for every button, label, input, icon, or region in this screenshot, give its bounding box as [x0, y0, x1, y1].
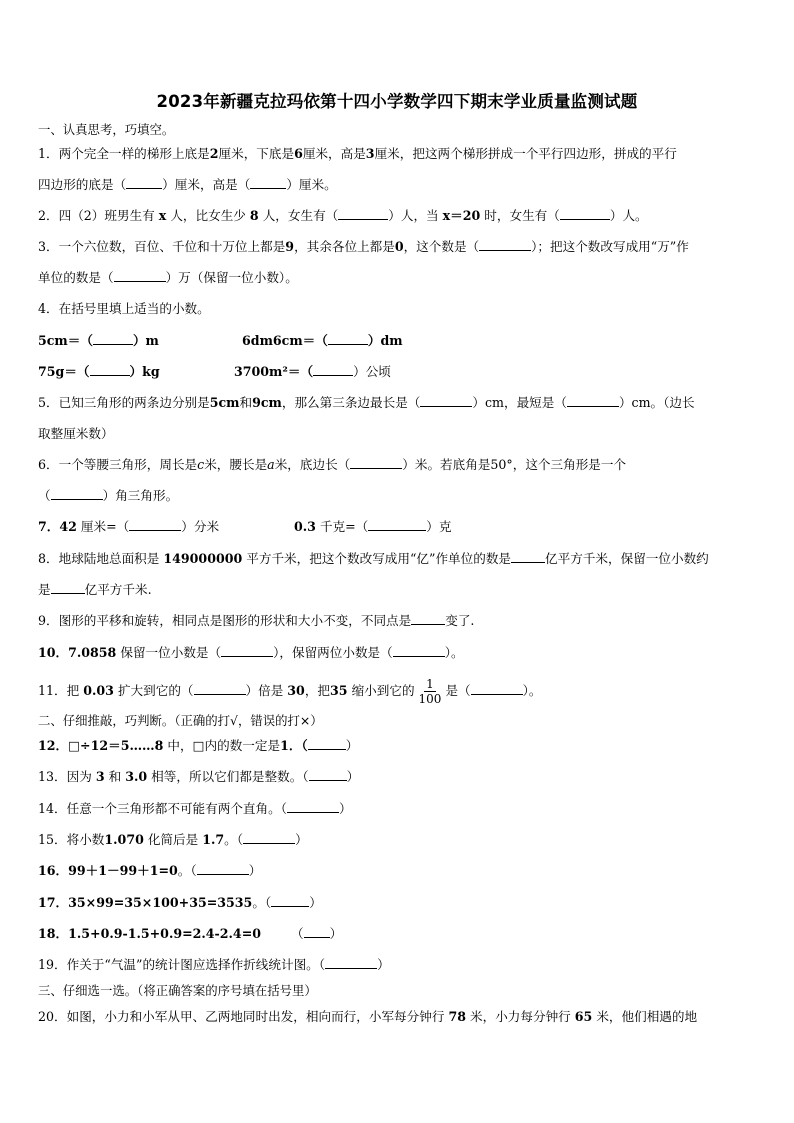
answer-blank[interactable] [308, 737, 346, 750]
page-title: 2023年新疆克拉玛依第十四小学数学四下期末学业质量监测试题 [156, 92, 638, 111]
question-9: 9．图形的平移和旋转，相同点是图形的形状和大小不变，不同点是 变了. [38, 613, 475, 628]
answer-blank[interactable] [313, 363, 353, 376]
answer-blank[interactable] [126, 176, 162, 189]
question-8: 8．地球陆地总面积是 149000000 平方千米，把这个数改写成用“亿”作单位的数是 亿平方千米，保留一位小数约 [38, 551, 709, 566]
answer-blank[interactable] [368, 518, 426, 531]
question-6: 6．一个等腰三角形，周长是c米，腰长是a米，底边长（ ）米。若底角是50°，这个三角形是一个 [38, 457, 627, 472]
answer-blank[interactable] [287, 800, 339, 813]
answer-blank[interactable] [243, 831, 295, 844]
answer-blank[interactable] [471, 682, 523, 695]
answer-blank[interactable] [393, 644, 445, 657]
question-4-row-2-b: 3700m²＝（ ）公顷 [234, 364, 391, 379]
question-10: 10．7.0858 保留一位小数是（ ），保留两位小数是（ ）。 [38, 645, 464, 660]
question-17: 17．35×99=35×100+35=3535。（ ） [38, 895, 322, 910]
answer-blank[interactable] [338, 207, 388, 220]
question-1: 1．两个完全一样的梯形上底是2厘米，下底是6厘米，高是3厘米，把这两个梯形拼成一个平行四边形，拼成的平行 [38, 146, 677, 161]
question-3-line-2: 单位的数是（ ）万（保留一位小数）。 [38, 270, 298, 285]
question-7-b: 0.3 千克=（ ）克 [294, 519, 452, 534]
question-6-line-2: （ ）角三角形。 [38, 488, 179, 503]
answer-blank[interactable] [129, 518, 181, 531]
question-4: 4．在括号里填上适当的小数。 [38, 301, 210, 316]
section-2-heading: 二、仔细推敲，巧判断。（正确的打√，错误的打×） [38, 713, 323, 728]
question-12: 12．□÷12＝5……8 中，□内的数一定是1．（ ） [38, 738, 359, 753]
answer-blank[interactable] [411, 612, 445, 625]
answer-blank[interactable] [328, 332, 368, 345]
answer-blank[interactable] [350, 456, 402, 469]
answer-blank[interactable] [93, 332, 133, 345]
answer-blank[interactable] [194, 682, 246, 695]
question-11: 11．把 0.03 扩大到它的（ ）倍是 30，把35 缩小到它的 $\frac{1}{100}$ 是（ ）。 [38, 677, 542, 706]
answer-blank[interactable] [304, 925, 330, 938]
fraction-one-hundredth: $\frac{1}{100}$ [418, 677, 442, 706]
question-16: 16．99＋1－99＋1=0。（ ） [38, 863, 262, 878]
question-1-line-2: 四边形的底是（ ）厘米，高是（ ）厘米。 [38, 177, 337, 192]
answer-blank[interactable] [271, 894, 309, 907]
answer-blank[interactable] [114, 269, 166, 282]
answer-blank[interactable] [567, 394, 619, 407]
answer-blank[interactable] [51, 487, 103, 500]
answer-blank[interactable] [51, 581, 85, 594]
answer-blank[interactable] [560, 207, 610, 220]
question-4-row-1-a: 5cm＝（ ）m [38, 333, 159, 348]
answer-blank[interactable] [511, 550, 545, 563]
question-20: 20．如图，小力和小军从甲、乙两地同时出发，相向而行，小军每分钟行 78 米，小力每分钟行 65 米，他们相遇的地 [38, 1009, 698, 1024]
question-7: 7．42 厘米=（ ）分米 [38, 519, 220, 534]
answer-blank[interactable] [325, 956, 377, 969]
question-13: 13．因为 3 和 3.0 相等，所以它们都是整数。（ ） [38, 769, 360, 784]
section-1-heading: 一、认真思考，巧填空。 [38, 122, 175, 137]
question-2: 2．四（2）班男生有 x 人，比女生少 8 人，女生有（ ）人，当 x＝20 时，女生有（ ）人。 [38, 208, 648, 223]
question-4-row-1-b: 6dm6cm＝（ ）dm [242, 333, 403, 348]
answer-blank[interactable] [309, 768, 347, 781]
answer-blank[interactable] [221, 644, 273, 657]
question-15: 15．将小数1.070 化简后是 1.7。（ ） [38, 832, 308, 847]
answer-blank[interactable] [90, 363, 130, 376]
question-5-line-2: 取整厘米数） [38, 426, 114, 441]
answer-blank[interactable] [479, 238, 531, 251]
question-8-line-2: 是 亿平方千米. [38, 582, 152, 597]
answer-blank[interactable] [420, 394, 472, 407]
question-3: 3．一个六位数，百位、千位和十万位上都是9，其余各位上都是0，这个数是（ ）；把这个数改写成用“万”作 [38, 239, 689, 254]
question-19: 19．作关于“气温”的统计图应选择作折线统计图。（ ） [38, 957, 390, 972]
answer-blank[interactable] [197, 862, 249, 875]
question-5: 5．已知三角形的两条边分别是5cm和9cm，那么第三条边最长是（ ）cm，最短是（ ）cm。（边长 [38, 395, 695, 410]
section-3-heading: 三、仔细选一选。（将正确答案的序号填在括号里） [38, 983, 317, 998]
answer-blank[interactable] [250, 176, 286, 189]
question-14: 14．任意一个三角形都不可能有两个直角。（ ） [38, 801, 352, 816]
question-4-row-2-a: 75g＝（ ）kg [38, 364, 160, 379]
question-18: 18．1.5+0.9-1.5+0.9=2.4-2.4=0 （ ） [38, 926, 343, 941]
